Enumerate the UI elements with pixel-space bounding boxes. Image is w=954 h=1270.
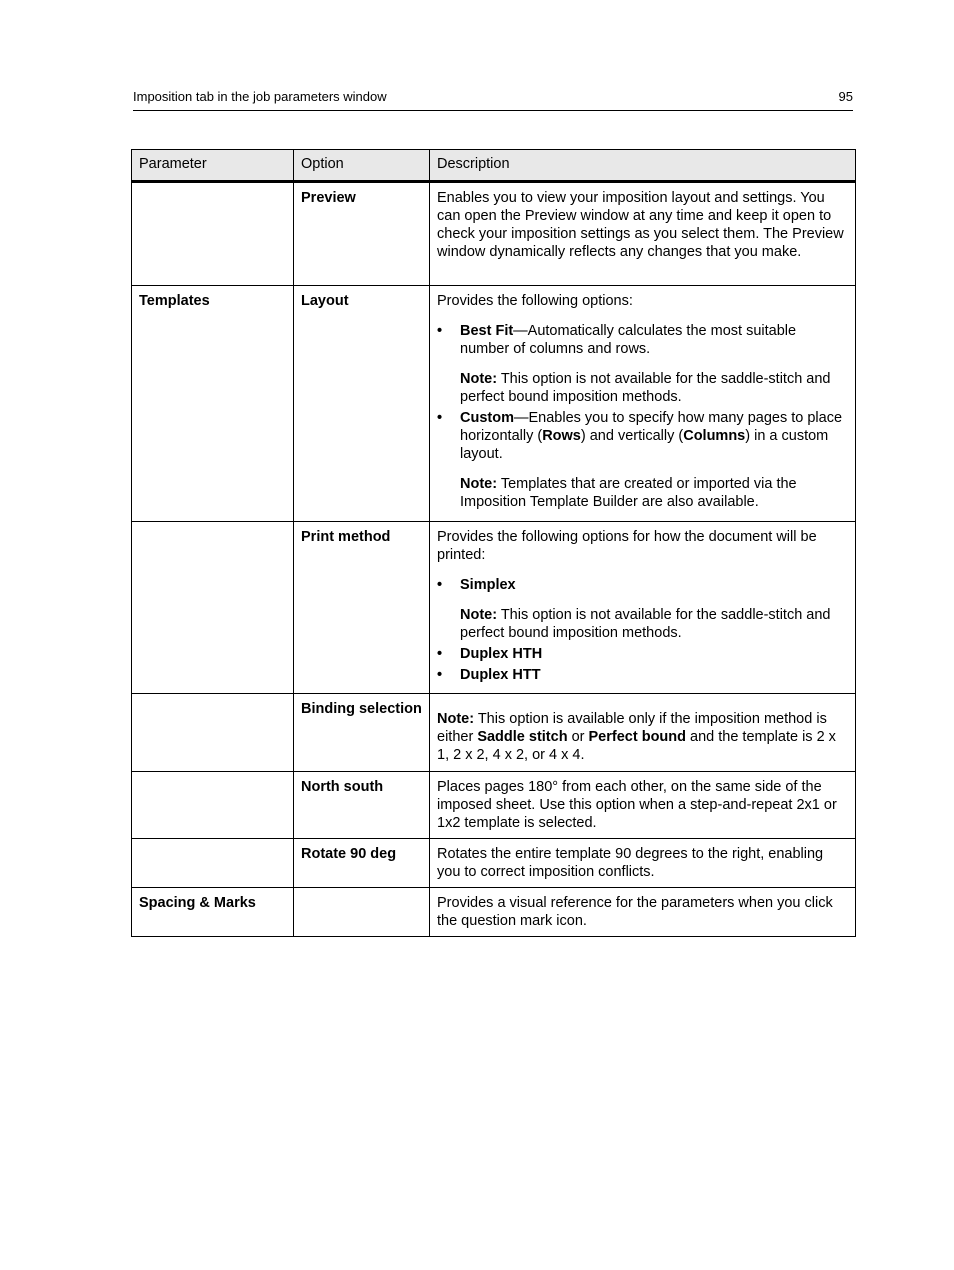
option-cell <box>294 888 430 937</box>
bullet-icon: • <box>437 323 443 339</box>
list-item-simplex: • Simplex <box>437 577 516 593</box>
column-header-option: Option <box>294 150 430 182</box>
option-cell: Rotate 90 deg <box>294 839 430 888</box>
bullet-icon: • <box>437 646 443 662</box>
description-cell: Note: This option is available only if the imposition method is either Saddle stitch or Perfect bound and the template is 2 x 1, 2 x 2, 4 x 2, or 4 x 4. <box>430 694 856 772</box>
parameter-cell <box>132 839 294 888</box>
print-method-intro: Provides the following options for how the document will be printed: <box>437 529 817 563</box>
parameter-cell <box>132 182 294 286</box>
table-row-layout <box>132 286 856 522</box>
description-cell <box>430 286 856 522</box>
description-cell: Enables you to view your imposition layout and settings. You can open the Preview window at any time and keep it open to check your imposition settings as you select them. The Preview window dynamically reflects any changes that you make. <box>430 182 856 286</box>
bullet-icon: • <box>437 577 443 593</box>
option-cell: Layout <box>294 286 430 522</box>
parameters-table <box>131 149 856 937</box>
table-row-rotate-90 <box>132 839 856 888</box>
bullet-icon: • <box>437 667 443 683</box>
option-cell: North south <box>294 772 430 839</box>
option-cell: Binding selection <box>294 694 430 772</box>
note-simplex: Note: This option is not available for the saddle-stitch and perfect bound imposition methods. <box>460 607 831 641</box>
note-custom: Note: Templates that are created or imported via the Imposition Template Builder are also available. <box>460 476 797 510</box>
table-row-binding-selection <box>132 694 856 772</box>
parameter-cell: Templates <box>132 286 294 522</box>
list-item-best-fit: • Best Fit—Automatically calculates the most suitable number of columns and rows. <box>437 323 797 357</box>
parameter-cell <box>132 522 294 694</box>
table-header-row <box>132 150 856 182</box>
option-cell: Preview <box>294 182 430 286</box>
list-item-duplex-hth: • Duplex HTH <box>437 646 543 662</box>
page-header <box>133 88 853 111</box>
header-title: Imposition tab in the job parameters window <box>133 89 387 104</box>
page-number: 95 <box>838 89 853 104</box>
bullet-icon: • <box>437 410 443 426</box>
description-cell <box>430 522 856 694</box>
description-cell: Places pages 180° from each other, on the same side of the imposed sheet. Use this option when a step-and-repeat 2x1 or 1x2 template is selected. <box>430 772 856 839</box>
note-best-fit: Note: This option is not available for the saddle-stitch and perfect bound imposition methods. <box>460 371 831 405</box>
parameter-cell <box>132 772 294 839</box>
table-row-spacing-marks <box>132 888 856 937</box>
description-cell: Rotates the entire template 90 degrees to the right, enabling you to correct imposition conflicts. <box>430 839 856 888</box>
list-item-custom: • Custom—Enables you to specify how many pages to place horizontally (Rows) and vertically (Columns) in a custom layout. <box>437 410 843 462</box>
table-row-print-method <box>132 522 856 694</box>
description-cell: Provides a visual reference for the parameters when you click the question mark icon. <box>430 888 856 937</box>
list-item-duplex-htt: • Duplex HTT <box>437 667 541 683</box>
table-row-preview <box>132 182 856 286</box>
layout-intro: Provides the following options: <box>437 293 633 309</box>
parameter-cell: Spacing & Marks <box>132 888 294 937</box>
option-cell: Print method <box>294 522 430 694</box>
parameter-cell <box>132 694 294 772</box>
table-row-north-south <box>132 772 856 839</box>
column-header-description: Description <box>430 150 856 182</box>
column-header-parameter: Parameter <box>132 150 294 182</box>
